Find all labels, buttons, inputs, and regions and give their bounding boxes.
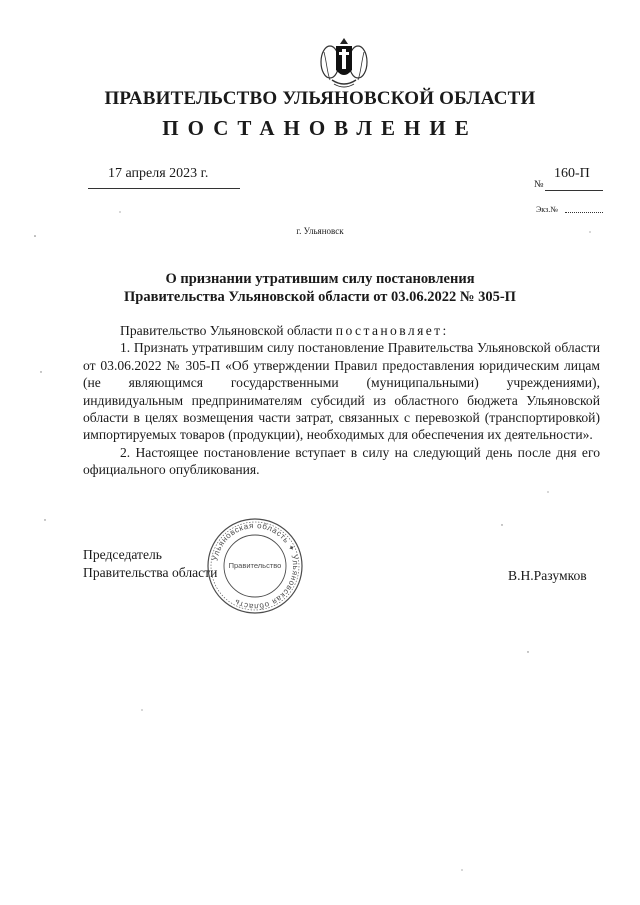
- number-sign: №: [534, 179, 544, 190]
- intro-resolves: постановляет:: [335, 323, 449, 338]
- signer-position: [83, 546, 217, 581]
- signer-position-line-1: Председатель: [83, 547, 162, 562]
- government-title: ПРАВИТЕЛЬСТВО УЛЬЯНОВСКОЙ ОБЛАСТИ: [104, 88, 536, 109]
- subject-line-1: О признании утратившим силу постановления: [165, 271, 475, 287]
- svg-text:Правительство: Правительство: [228, 561, 282, 570]
- coat-of-arms-emblem: [318, 36, 370, 92]
- copy-number-line: [565, 212, 603, 213]
- document-number: 160-П: [554, 166, 590, 181]
- document-date: 17 апреля 2023 г.: [108, 166, 209, 181]
- signer-position-line-2: Правительства области: [83, 564, 218, 580]
- document-subject: [0, 270, 640, 306]
- date-underline: [88, 188, 240, 189]
- city-name: г. Ульяновск: [296, 226, 344, 236]
- copy-number-label: Экз.№: [536, 205, 558, 214]
- intro-paragraph: [83, 322, 600, 339]
- item-2-paragraph: 2. Настоящее постановление вступает в силу на следующий день после дня его официального опубликования.: [83, 444, 600, 478]
- subject-line-2: Правительства Ульяновской области от 03.06.2022 № 305-П: [124, 289, 516, 305]
- document-body: [83, 322, 600, 479]
- intro-prefix: Правительство Ульяновской области: [120, 323, 336, 338]
- svg-text:Ульяновская область ✦ Ульяновс: Ульяновская область ✦ Ульяновская область: [210, 520, 301, 612]
- signer-name: В.Н.Разумков: [508, 568, 587, 583]
- number-underline: [545, 190, 603, 191]
- item-1-paragraph: 1. Признать утратившим силу постановление Правительства Ульяновской области от 03.06.2022 № 305-П «Об утверждении Правил предоставления юридическим лицам (не являющимся государственными (муниципальными) учреждениями), индивидуальным предпринимателям субсидий из областного бюджета Ульяновской области в целях возмещения части затрат, связанных с перевозкой (транспортировкой) импортируемых товаров (продукции), необходимых для обеспечения их деятельности».: [83, 340, 600, 443]
- official-seal-stamp: [205, 516, 305, 616]
- document-type-title: ПОСТАНОВЛЕНИЕ: [162, 116, 478, 140]
